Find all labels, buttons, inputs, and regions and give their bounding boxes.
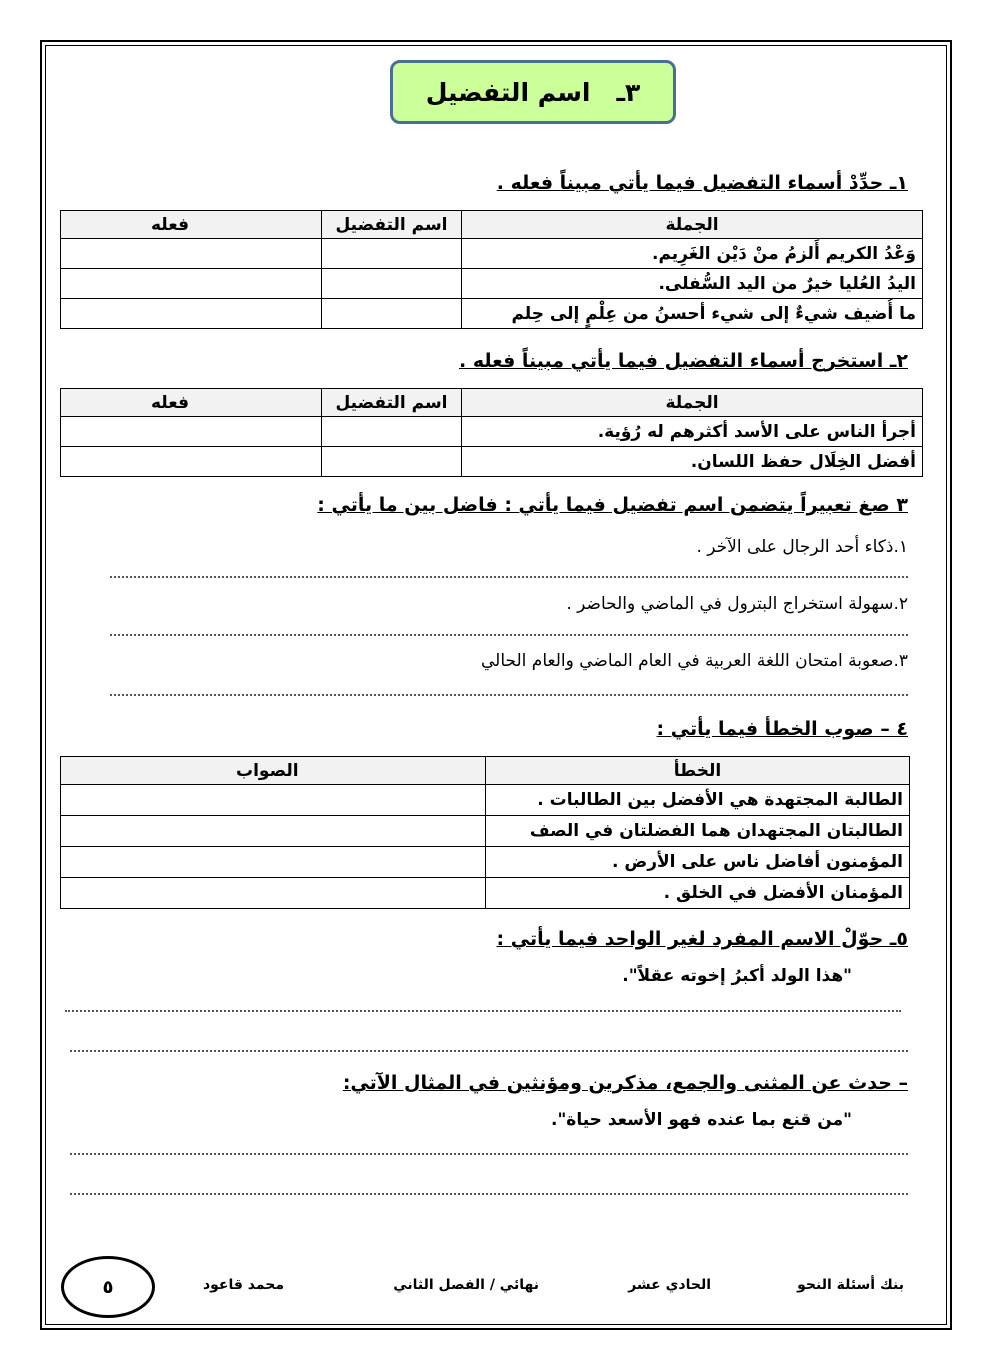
- q3-item: ٣.صعوبة امتحان اللغة العربية في العام الماضي والعام الحالي: [481, 651, 908, 671]
- q2-table: [60, 388, 923, 477]
- table-row: [61, 417, 923, 447]
- q4-wrong: المؤمنون أفاضل ناس على الأرض .: [486, 847, 910, 878]
- table-row: [61, 299, 923, 329]
- q5-quote: "هذا الولد أكبرُ إخوته عقلاً".: [622, 966, 852, 986]
- q6-heading: – حدث عن المثنى والجمع، مذكرين ومؤنثين في المثال الآتي:: [342, 1072, 908, 1094]
- answer-cell[interactable]: [322, 269, 462, 299]
- answer-cell[interactable]: [322, 239, 462, 269]
- table-row: [61, 816, 910, 847]
- footer-grade: الحادي عشر: [628, 1277, 711, 1293]
- q3-item: ٢.سهولة استخراج البترول في الماضي والحاضر .: [566, 594, 908, 614]
- q1-sentence: اليدُ العُليا خيرٌ من اليد السُّفلى.: [462, 269, 923, 299]
- answer-line[interactable]: [65, 1010, 901, 1012]
- q4-wrong: الطالبتان المجتهدان هما الفضلتان في الصف: [486, 816, 910, 847]
- footer-term: نهائي / الفصل الثاني: [393, 1277, 539, 1293]
- answer-line[interactable]: [110, 576, 908, 578]
- answer-line[interactable]: [110, 634, 908, 636]
- q3-item: ١.ذكاء أحد الرجال على الآخر .: [696, 537, 908, 557]
- q2-col-superlative: اسم التفضيل: [322, 389, 462, 417]
- table-row: [61, 785, 910, 816]
- q2-col-verb: فعله: [61, 389, 322, 417]
- answer-cell[interactable]: [61, 269, 322, 299]
- q1-heading: ١ـ حدِّدْ أسماء التفضيل فيما يأتي مبيناً فعله .: [496, 172, 908, 194]
- answer-cell[interactable]: [61, 447, 322, 477]
- table-row: [61, 447, 923, 477]
- answer-cell[interactable]: [61, 878, 486, 909]
- q4-wrong: الطالبة المجتهدة هي الأفضل بين الطالبات .: [486, 785, 910, 816]
- q1-table: [60, 210, 923, 329]
- answer-cell[interactable]: [322, 299, 462, 329]
- q4-table: [60, 756, 910, 909]
- q3-heading: ٣ صغ تعبيراً يتضمن اسم تفضيل فيما يأتي : فاضل بين ما يأتي :: [317, 494, 908, 516]
- section-title-text: اسم التفضيل: [425, 77, 591, 107]
- table-row: [61, 239, 923, 269]
- table-row: [61, 269, 923, 299]
- answer-cell[interactable]: [61, 847, 486, 878]
- q1-sentence: ما أُضيف شيءٌ إلى شيء أحسنُ من عِلْمٍ إلى حِلم: [462, 299, 923, 329]
- answer-cell[interactable]: [61, 299, 322, 329]
- answer-line[interactable]: [70, 1050, 908, 1052]
- footer-author: محمد قاعود: [202, 1277, 284, 1293]
- q4-wrong: المؤمنان الأفضل في الخلق .: [486, 878, 910, 909]
- answer-line[interactable]: [110, 694, 908, 696]
- section-title: [390, 60, 676, 124]
- answer-cell[interactable]: [61, 816, 486, 847]
- answer-cell[interactable]: [322, 447, 462, 477]
- answer-line[interactable]: [70, 1153, 908, 1155]
- q1-col-verb: فعله: [61, 211, 322, 239]
- q2-sentence: أفضل الخِلَال حفظ اللسان.: [462, 447, 923, 477]
- table-row: [61, 878, 910, 909]
- page-number-value: ٥: [102, 1276, 114, 1298]
- q2-heading: ٢ـ استخرج أسماء التفضيل فيما يأتي مبيناً فعله .: [459, 350, 908, 372]
- q1-col-superlative: اسم التفضيل: [322, 211, 462, 239]
- footer-bank: بنك أسئلة النحو: [797, 1277, 904, 1293]
- q2-sentence: أجرأ الناس على الأسد أكثرهم له رُؤية.: [462, 417, 923, 447]
- section-number: ٣ـ: [616, 77, 641, 107]
- q4-col-wrong: الخطأ: [486, 757, 910, 785]
- answer-cell[interactable]: [61, 417, 322, 447]
- q1-col-sentence: الجملة: [462, 211, 923, 239]
- answer-cell[interactable]: [61, 785, 486, 816]
- q5-heading: ٥ـ حوّلْ الاسم المفرد لغير الواحد فيما يأتي :: [496, 928, 908, 950]
- answer-line[interactable]: [70, 1193, 908, 1195]
- q1-sentence: وَعْدُ الكريم أَلزمُ منْ دَيْن الغَرِيم.: [462, 239, 923, 269]
- q2-col-sentence: الجملة: [462, 389, 923, 417]
- q4-heading: ٤ – صوب الخطأ فيما يأتي :: [656, 718, 908, 740]
- answer-cell[interactable]: [61, 239, 322, 269]
- q4-col-correct: الصواب: [61, 757, 486, 785]
- page-number: [61, 1256, 155, 1318]
- q6-quote: "من قنع بما عنده فهو الأسعد حياة".: [550, 1110, 852, 1130]
- answer-cell[interactable]: [322, 417, 462, 447]
- table-row: [61, 847, 910, 878]
